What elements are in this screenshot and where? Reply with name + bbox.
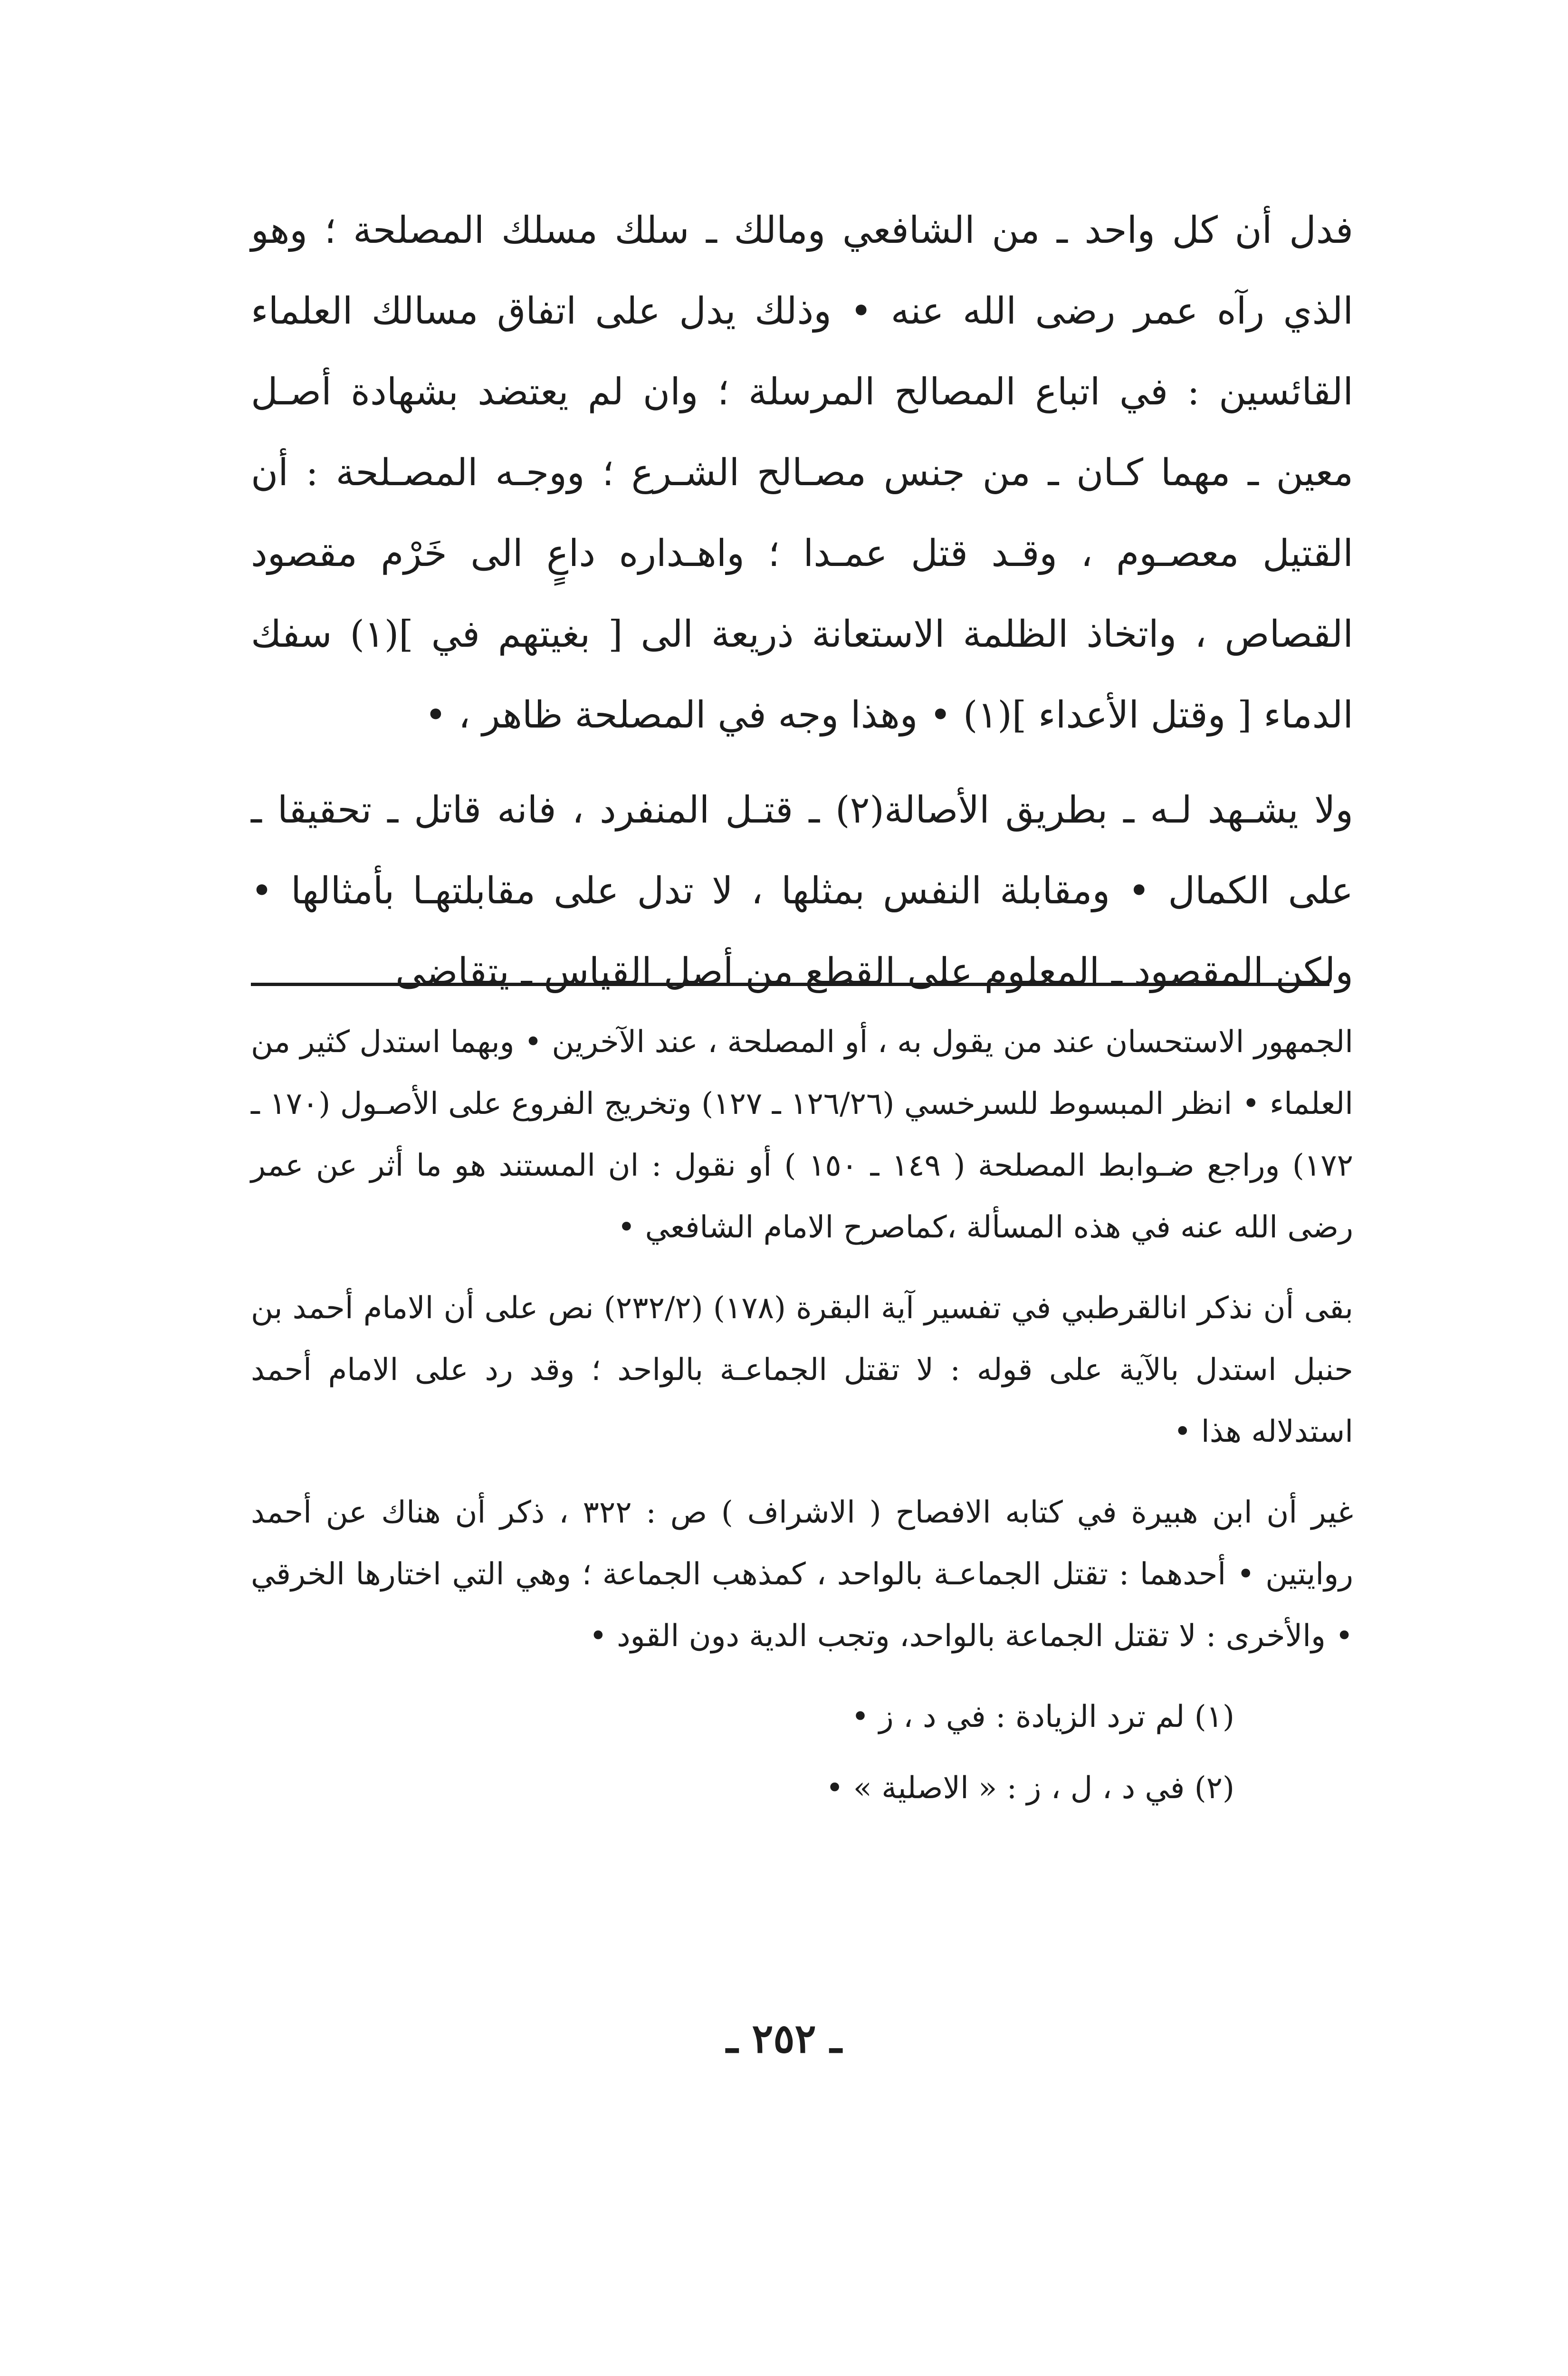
footnote: (٢) في د ، ل ، ز : « الاصلية » • <box>825 1771 1234 1806</box>
note-paragraph: الجمهور الاستحسان عند من يقول به ، أو المصلحة ، عند الآخرين • وبهما استدل كثير من العلماء • انظر المبسوط للسرخسي (١٢٦/٢٦ ـ ١٢٧) وتخريج الفروع على الأصـول (١٧٠ ـ ١٧٢) وراجع ضـوابط المصلحة ( ١٤٩ ـ ١٥٠ ) أو نقول : ان المستند هو ما أثر عن عمر رضى الله عنه في هذه المسألة ،كماصرح الامام الشافعي • <box>251 1025 1354 1245</box>
footnote: (١) لم ترد الزيادة : في د ، ز • <box>851 1699 1234 1734</box>
main-text <box>251 190 1353 1012</box>
main-paragraph: فدل أن كل واحد ـ من الشافعي ومالك ـ سلك مسلك المصلحة ؛ وهو الذي رآه عمر رضى الله عنه • وذلك يدل على اتفاق مسالك العلماء القائسين : في اتباع المصالح المرسلة ؛ وان لم يعتضد بشهادة أصـل معين ـ مهما كـان ـ من جنس مصـالح الشـرع ؛ ووجـه المصـلحة : أن القتيل معصـوم ، وقـد قتل عمـدا ؛ واهـداره داعٍ الى خَرْم مقصود القصاص ، واتخاذ الظلمة الاستعانة ذريعة الى [ بغيتهم في ](١) سفك الدماء [ وقتل الأعداء ](١) • وهذا وجه في المصلحة ظاهر ، • <box>251 209 1353 737</box>
notes-section <box>251 1011 1353 1824</box>
footnote-list <box>251 1681 1353 1824</box>
footnote-separator <box>251 983 1329 986</box>
page-number: ـ ٢٥٢ ـ <box>726 2015 842 2062</box>
note-paragraph: بقى أن نذكر انالقرطبي في تفسير آية البقرة (١٧٨) (٢٣٢/٢) نص على أن الامام أحمد بن حنبل استدل بالآية على قوله : لا تقتل الجماعـة بالواحد ؛ وقد رد على الامام أحمد استدلاله هذا • <box>251 1291 1354 1449</box>
main-paragraph: ولا يشـهد لـه ـ بطريق الأصالة(٢) ـ قتـل المنفرد ، فانه قاتل ـ تحقيقا ـ على الكمال • ومقابلة النفس بمثلها ، لا تدل على مقابلتهـا بأمثالها • ولكن المقصود ـ المعلوم على القطع من أصل القياس ـ يتقاضى <box>251 789 1353 993</box>
note-paragraph: غير أن ابن هبيرة في كتابه الافصاح ( الاشراف ) ص : ٣٢٢ ، ذكر أن هناك عن أحمد روايتين • أحدهما : تقتل الجماعـة بالواحد ، كمذهب الجماعة ؛ وهي التي اختارها الخرقي • والأخرى : لا تقتل الجماعة بالواحد، وتجب الدية دون القود • <box>251 1495 1354 1654</box>
